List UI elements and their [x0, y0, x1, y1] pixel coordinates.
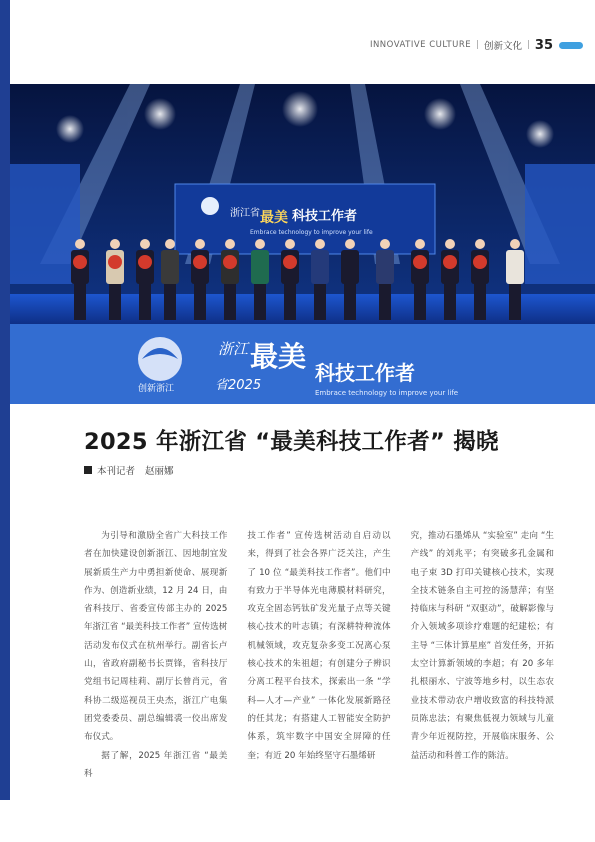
article-column-1 — [84, 527, 227, 783]
section-name-cn: 创新文化 — [484, 41, 523, 52]
article-body — [84, 527, 554, 783]
article-paragraph: 为引导和激励全省广大科技工作者在加快建设创新浙江、因地制宜发展新质生产力中勇担新使命、展现新作为、创造新业绩，12 月 24 日，由省科技厅、省委宣传部主办的 2025 年浙江省 “最美科技工作者” 宣传选树活动发布仪式在杭州举行。副省长卢山，省政府副秘书长贾锋，省科技厅党组书记周桂莉、副厅长曾肖元，省科协二级巡视员王央杰，浙江广电集团党委委员、副总编辑裘一佼出席发布仪式。 — [84, 531, 228, 743]
byline-square-icon — [84, 466, 92, 474]
svg-text:Embrace technology to improve: Embrace technology to improve your life — [250, 229, 373, 236]
flower-bouquet — [413, 255, 427, 269]
article-paragraph: 技工作者” 宣传选树活动自启动以来，得到了社会各界广泛关注，产生了 10 位 “最美科技工作者”。他们中有致力于半导体光电薄膜材料研究，攻克全固态钙钛矿发光量子点等关键核心技术的叶志镇；有深耕特种流体机械领域，攻克复杂多变工况离心泵核心技术的朱祖超；有创建分子辨识分离工程平台技术，探索出一条 “学科—人才—产业” 一体化发展新路径的任其龙；有搭建人工智能安全防护体系，筑牢数字中国安全屏障的任奎；有近 20 年始终坚守石墨烯研 — [247, 531, 391, 761]
award-ceremony-photo — [10, 84, 595, 404]
ceremony-illustration — [10, 84, 595, 404]
svg-text:Embrace technology to improve: Embrace technology to improve your life — [315, 389, 459, 397]
byline — [84, 463, 174, 477]
svg-text:最美: 最美 — [250, 340, 307, 373]
article-column-2 — [247, 527, 390, 783]
flower-bouquet — [443, 255, 457, 269]
svg-text:最美: 最美 — [260, 210, 288, 226]
byline-author: 赵丽娜 — [145, 466, 174, 477]
article-column-3 — [411, 527, 554, 783]
header-divider: | — [476, 40, 480, 50]
page-header — [370, 38, 583, 52]
article-paragraph: 据了解，2025 年浙江省 “最美科 — [84, 750, 228, 779]
flower-bouquet — [193, 255, 207, 269]
flower-bouquet — [283, 255, 297, 269]
svg-text:科技工作者: 科技工作者 — [292, 209, 358, 224]
flower-bouquet — [223, 255, 237, 269]
header-divider-2: | — [527, 40, 530, 50]
flower-bouquet — [138, 255, 152, 269]
section-name-en: INNOVATIVE CULTURE — [369, 40, 472, 50]
byline-label: 本刊记者 — [97, 466, 136, 477]
header-pill-decoration — [559, 42, 583, 49]
flower-bouquet — [473, 255, 487, 269]
flower-bouquet — [73, 255, 87, 269]
page-number: 35 — [534, 37, 553, 53]
svg-text:浙江省: 浙江省 — [230, 208, 260, 219]
svg-text:科技工作者: 科技工作者 — [315, 361, 415, 385]
article-paragraph: 究，推动石墨烯从 “实验室” 走向 “生产线” 的刘兆平；有突破多孔金属和电子束 3D 打印关键核心技术，实现全技术链条自主可控的汤慧萍；有坚持临床与科研 “双驱动”，破解影像与介入领域多项诊疗难题的纪建松；有主导 “三体计算星座” 首发任务，开拓太空计算新领域的李超；有 20 多年扎根丽水、宁波等地乡村，以生态农业技术带动农户增收致富的科技特派员陈忠法；有聚焦低视力领域与儿童青少年近视防控，开展临床服务、公益活动和科普工作的陈洁。 — [410, 531, 554, 761]
article-title: 2025 年浙江省 “最美科技工作者” 揭晓 — [84, 429, 499, 455]
left-accent-bar — [0, 0, 10, 800]
svg-text:浙江: 浙江 — [218, 340, 249, 358]
flower-bouquet — [108, 255, 122, 269]
svg-text:创新浙江: 创新浙江 — [138, 384, 175, 394]
svg-text:省2025: 省2025 — [215, 378, 262, 393]
